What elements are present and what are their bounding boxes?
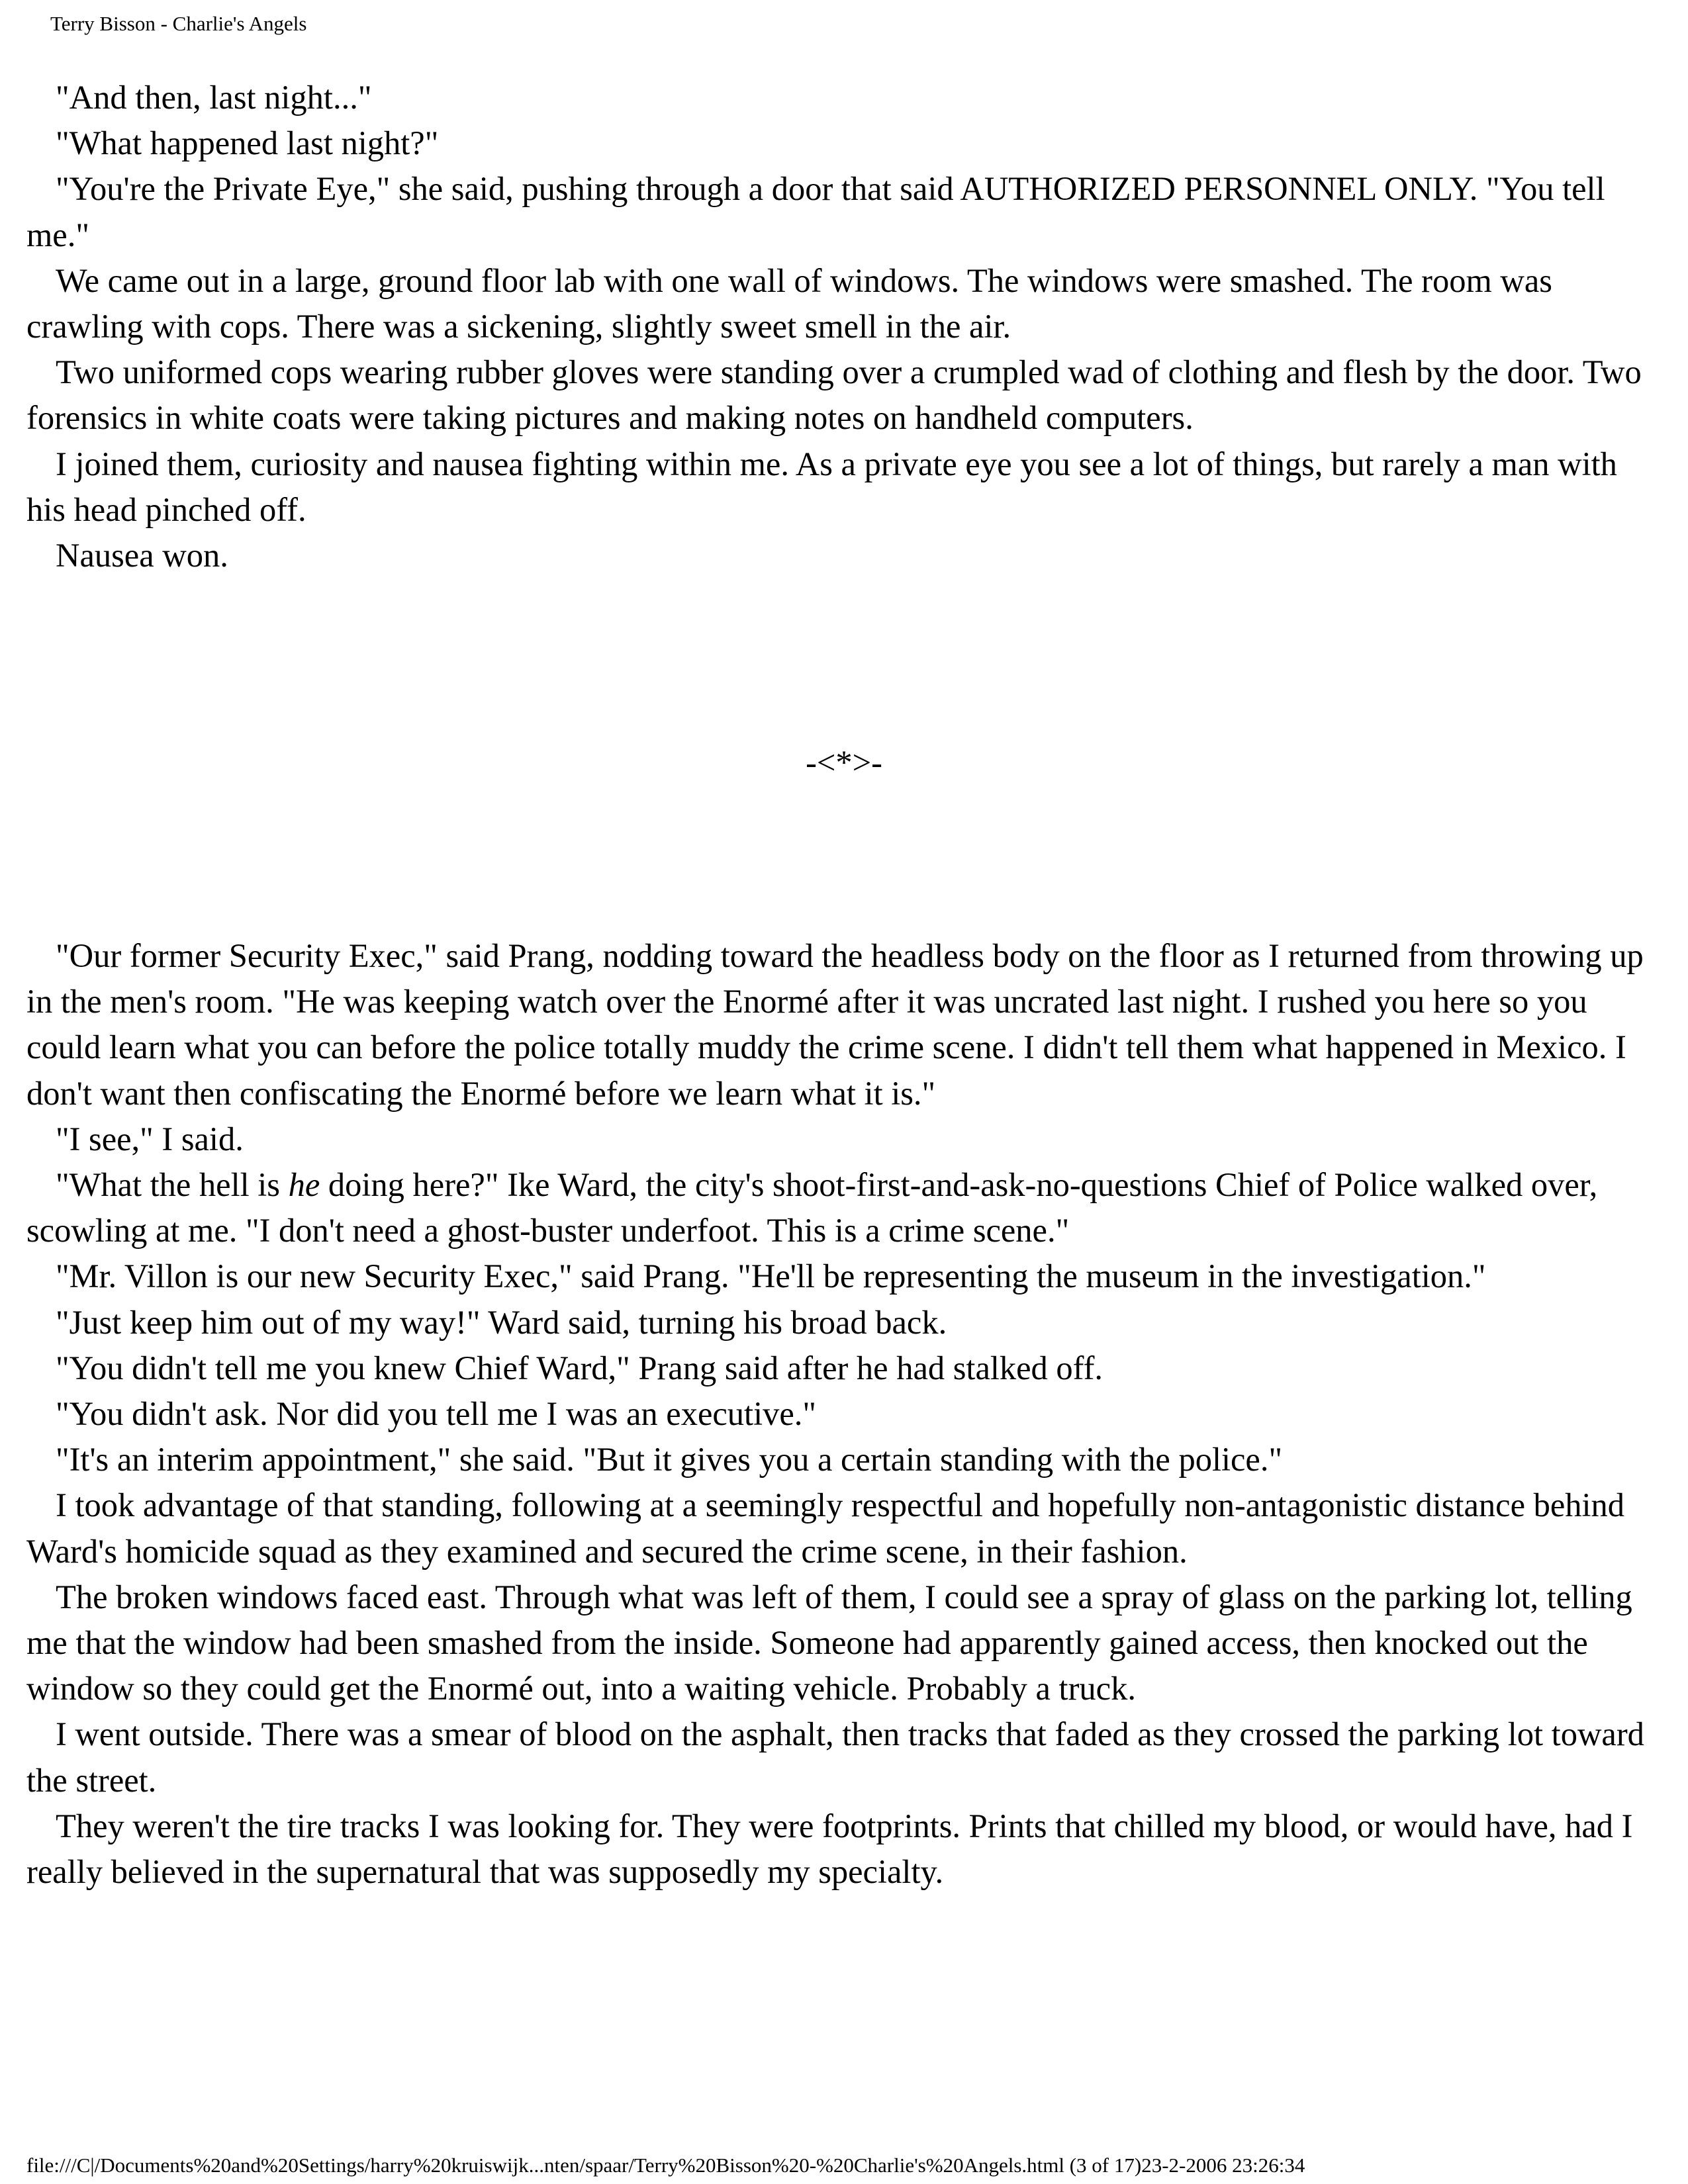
paragraph-text: "What the hell is xyxy=(56,1166,289,1204)
page-running-title: Terry Bisson - Charlie's Angels xyxy=(50,12,307,35)
footer-page-info: (3 of 17) xyxy=(1069,2154,1142,2177)
paragraph: "You didn't ask. Nor did you tell me I was an executive." xyxy=(56,1395,816,1433)
footer-url: file:///C|/Documents%20and%20Settings/harry%20kruiswijk...nten/spaar/Terry%20Bisson%20-%20Charlie's%20Angels.html xyxy=(26,2154,1064,2177)
paragraph: "I see," I said. xyxy=(56,1120,244,1158)
paragraph: I took advantage of that standing, following at a seemingly respectful and hopefully non-antagonistic distance behind Ward's homicide squad as they examined and secured the crime scene, in their fashion. xyxy=(26,1486,1625,1570)
paragraph-with-emphasis xyxy=(26,1162,1662,1253)
paragraph: We came out in a large, ground floor lab with one wall of windows. The windows were smashed. The room was crawling with cops. There was a sickening, slightly sweet smell in the air. xyxy=(26,261,1552,345)
scene-break-separator: -<*>- xyxy=(806,744,882,781)
paragraph: Nausea won. xyxy=(56,537,228,574)
text-section-1 xyxy=(26,75,1662,578)
paragraph: "You're the Private Eye," she said, pushing through a door that said AUTHORIZED PERSONNEL ONLY. "You tell me." xyxy=(26,170,1605,253)
paragraph: I joined them, curiosity and nausea fighting within me. As a private eye you see a lot of things, but rarely a man with his head pinched off. xyxy=(26,445,1617,528)
paragraph: "You didn't tell me you knew Chief Ward," Prang said after he had stalked off. xyxy=(56,1349,1103,1387)
paragraph: Two uniformed cops wearing rubber gloves were standing over a crumpled wad of clothing and flesh by the door. Two forensics in white coats were taking pictures and making notes on handheld computers. xyxy=(26,353,1642,437)
page-footer xyxy=(26,2152,1305,2179)
paragraph-text: doing here?" Ike Ward, the city's shoot-first-and-ask-no-questions Chief of Police walked over, scowling at me. "I don't need a ghost-buster underfoot. This is a crime scene." xyxy=(26,1166,1598,1250)
paragraph: The broken windows faced east. Through what was left of them, I could see a spray of glass on the parking lot, telling me that the window had been smashed from the inside. Someone had apparently gained access, then knocked out the window so they could get the Enormé out, into a waiting vehicle. Probably a truck. xyxy=(26,1578,1632,1707)
text-section-2 xyxy=(26,933,1662,1895)
paragraph: "Mr. Villon is our new Security Exec," said Prang. "He'll be representing the museum in the investigation." xyxy=(56,1257,1486,1295)
paragraph: "It's an interim appointment," she said. "But it gives you a certain standing with the police." xyxy=(56,1441,1283,1479)
footer-timestamp: 23-2-2006 23:26:34 xyxy=(1141,2154,1305,2177)
paragraph: They weren't the tire tracks I was looking for. They were footprints. Prints that chilled my blood, or would have, had I really believed in the supernatural that was supposedly my specialty. xyxy=(26,1807,1633,1891)
emphasized-word: he xyxy=(288,1166,320,1204)
paragraph: "And then, last night..." xyxy=(56,79,372,116)
paragraph: I went outside. There was a smear of blood on the asphalt, then tracks that faded as they crossed the parking lot toward the street. xyxy=(26,1715,1644,1799)
paragraph: "Our former Security Exec," said Prang, nodding toward the headless body on the floor as I returned from throwing up in the men's room. "He was keeping watch over the Enormé after it was uncrated last night. I rushed you here so you could learn what you can before the police totally muddy the crime scene. I didn't tell them what happened in Mexico. I don't want then confiscating the Enormé before we learn what it is." xyxy=(26,937,1644,1112)
paragraph: "What happened last night?" xyxy=(56,124,439,162)
paragraph: "Just keep him out of my way!" Ward said, turning his broad back. xyxy=(56,1303,947,1341)
